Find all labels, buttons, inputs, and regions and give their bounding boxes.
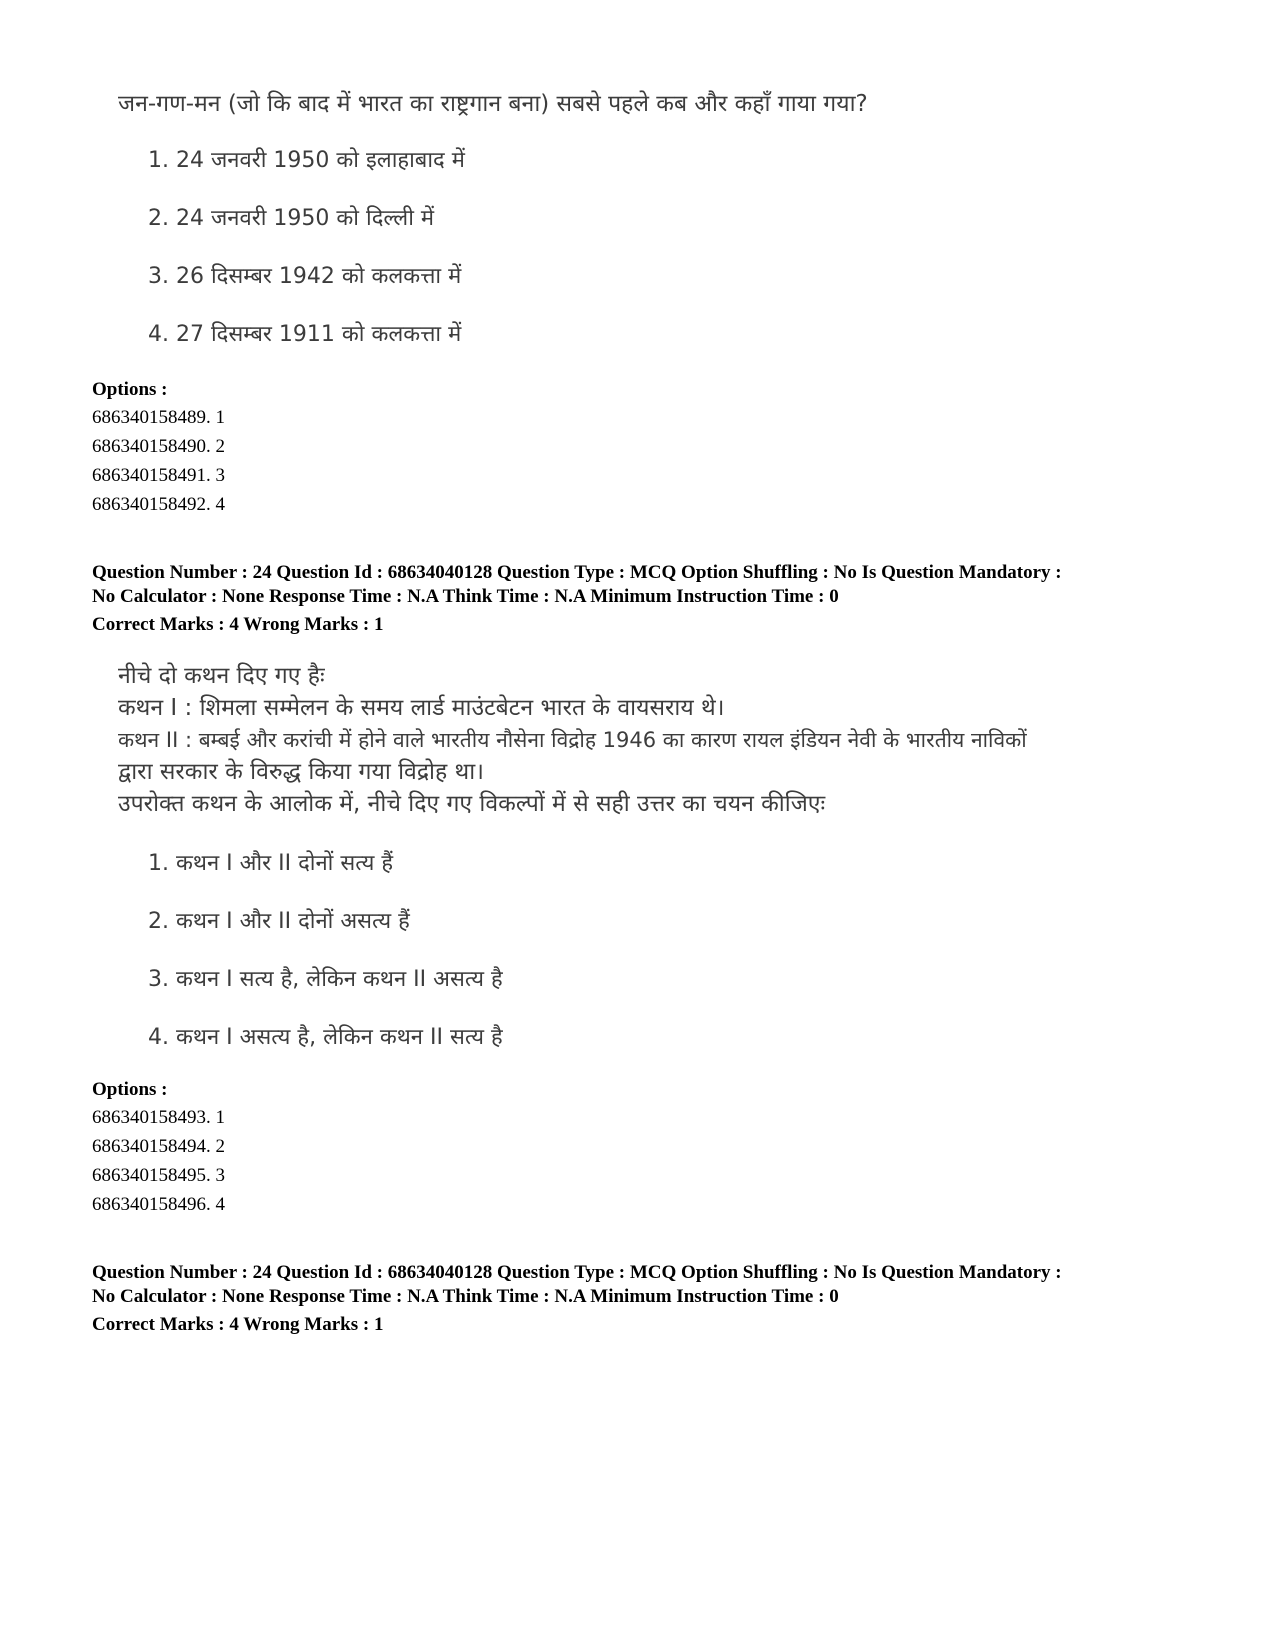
question-b-choice-4: 4. कथन I असत्य है, लेकिन कथन II सत्य है: [148, 1025, 503, 1050]
question-a-choice-2: 2. 24 जनवरी 1950 को दिल्ली में: [148, 206, 435, 231]
options-b-item-2: 686340158494. 2: [92, 1136, 225, 1157]
question-b-choice-2: 2. कथन I और II दोनों असत्य हैं: [148, 909, 410, 934]
question-b-stem-line-2: कथन I : शिमला सम्मेलन के समय लार्ड माउंटबेटन भारत के वायसराय थे।: [118, 695, 725, 721]
question-a-choice-3: 3. 26 दिसम्बर 1942 को कलकत्ता में: [148, 264, 462, 289]
options-a-item-4: 686340158492. 4: [92, 494, 225, 515]
question-a-stem: जन-गण-मन (जो कि बाद में भारत का राष्ट्रगान बना) सबसे पहले कब और कहाँ गाया गया?: [118, 91, 868, 117]
options-b-item-3: 686340158495. 3: [92, 1165, 225, 1186]
question-b-image: [0, 650, 1275, 1060]
meta-2-line-2: No Calculator : None Response Time : N.A Think Time : N.A Minimum Instruction Time : 0: [92, 1286, 839, 1307]
question-b-choice-3: 3. कथन I सत्य है, लेकिन कथन II असत्य है: [148, 967, 503, 992]
question-b-stem-line-3: कथन II : बम्बई और करांची में होने वाले भारतीय नौसेना विद्रोह 1946 का कारण रायल इंडियन नेवी के भारतीय नाविकों: [118, 728, 1027, 752]
meta-2-line-3: Correct Marks : 4 Wrong Marks : 1: [92, 1314, 384, 1335]
question-a-choice-1: 1. 24 जनवरी 1950 को इलाहाबाद में: [148, 148, 465, 173]
question-b-stem-line-1: नीचे दो कथन दिए गए हैः: [118, 663, 325, 689]
options-b-label: Options :: [92, 1079, 168, 1100]
question-b-stem-line-5: उपरोक्त कथन के आलोक में, नीचे दिए गए विकल्पों में से सही उत्तर का चयन कीजिएः: [118, 791, 826, 817]
meta-1-line-1: Question Number : 24 Question Id : 68634040128 Question Type : MCQ Option Shuffling : No Is Question Mandatory :: [92, 562, 1062, 583]
options-b-item-4: 686340158496. 4: [92, 1194, 225, 1215]
options-a-label: Options :: [92, 379, 168, 400]
meta-1-line-3: Correct Marks : 4 Wrong Marks : 1: [92, 614, 384, 635]
options-a-item-3: 686340158491. 3: [92, 465, 225, 486]
meta-1-line-2: No Calculator : None Response Time : N.A Think Time : N.A Minimum Instruction Time : 0: [92, 586, 839, 607]
question-a-image: [0, 0, 1275, 360]
options-a-item-2: 686340158490. 2: [92, 436, 225, 457]
question-b-stem-line-4: द्वारा सरकार के विरुद्ध किया गया विद्रोह था।: [118, 759, 484, 785]
meta-2-line-1: Question Number : 24 Question Id : 68634040128 Question Type : MCQ Option Shuffling : No Is Question Mandatory :: [92, 1262, 1062, 1283]
question-a-choice-4: 4. 27 दिसम्बर 1911 को कलकत्ता में: [148, 322, 462, 347]
options-b-item-1: 686340158493. 1: [92, 1107, 225, 1128]
options-a-item-1: 686340158489. 1: [92, 407, 225, 428]
question-b-choice-1: 1. कथन I और II दोनों सत्य हैं: [148, 851, 394, 876]
